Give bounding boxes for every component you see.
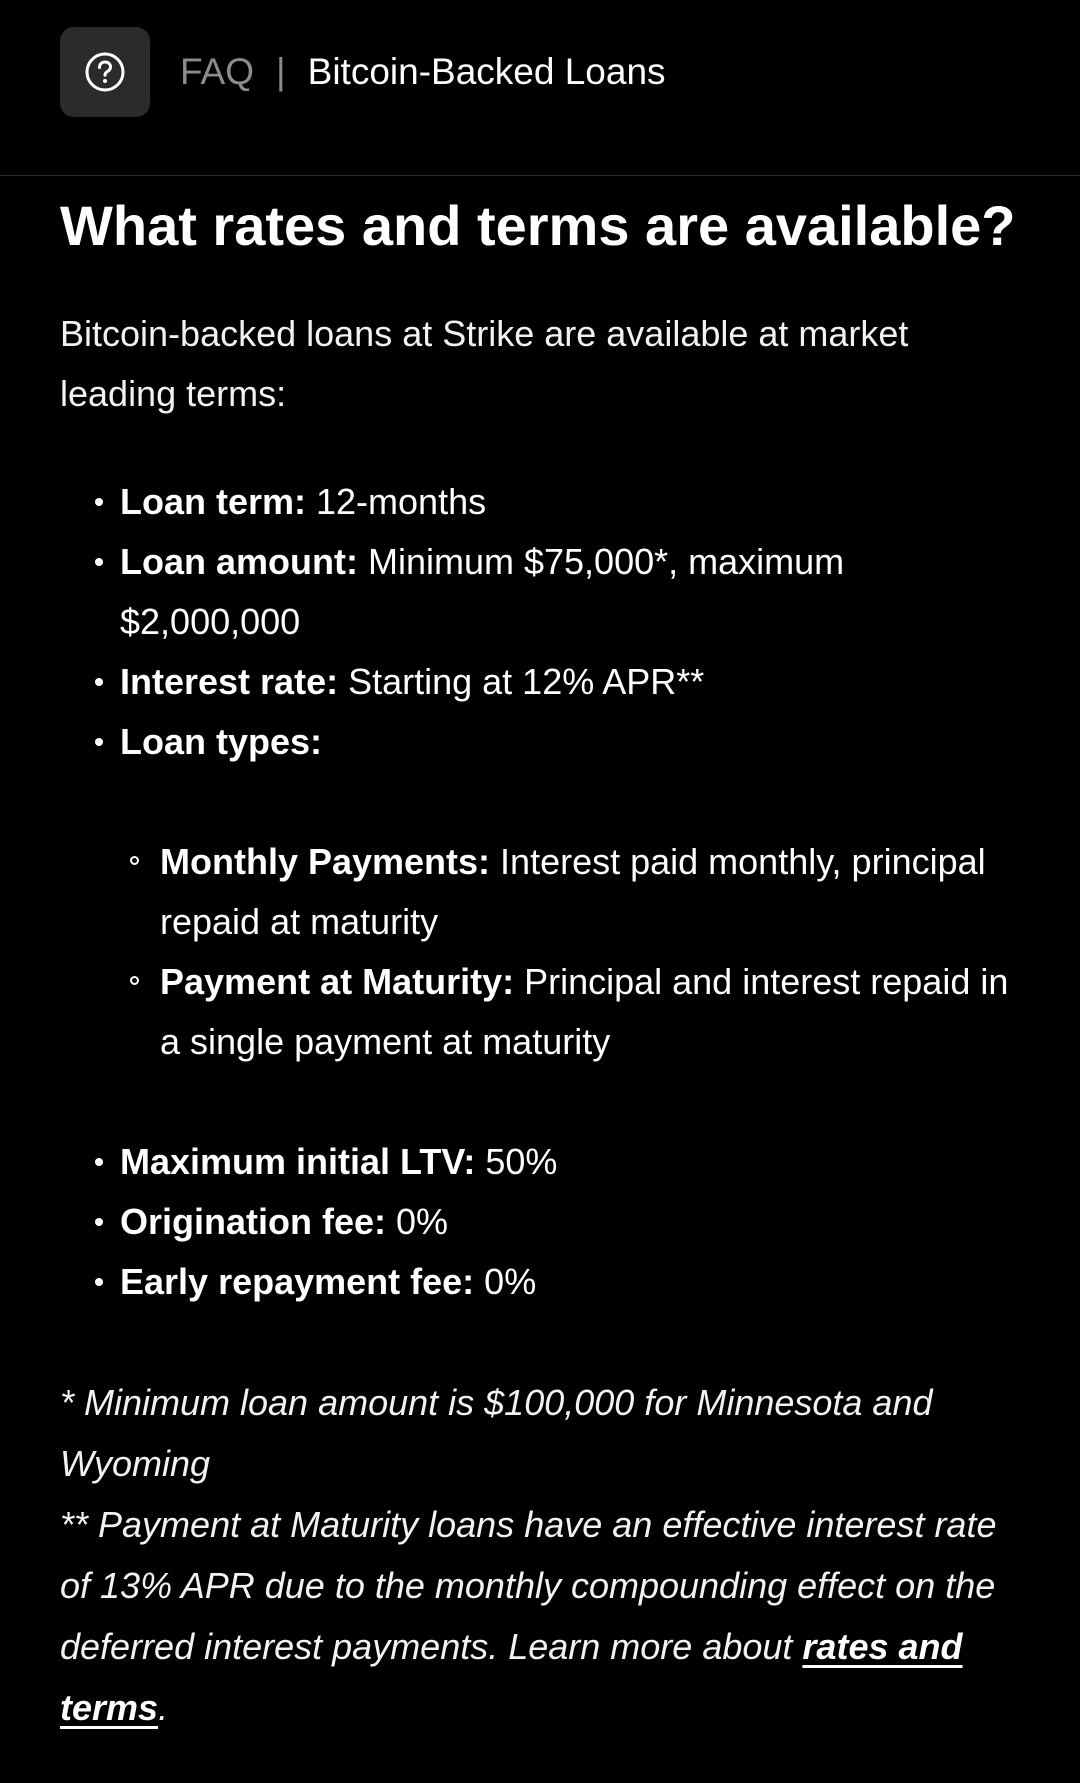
footnote-minimum-amount: * Minimum loan amount is $100,000 for Minnesota and Wyoming <box>60 1381 933 1484</box>
breadcrumb <box>180 51 666 93</box>
loan-type-label: Payment at Maturity: <box>160 960 515 1002</box>
term-value: 12-months <box>306 480 487 522</box>
terms-list <box>60 472 1020 1312</box>
loan-type-label: Monthly Payments: <box>160 840 491 882</box>
term-value: 0% <box>386 1200 449 1242</box>
loan-type-value: Principal and interest repaid in a single payment at maturity <box>160 960 1009 1062</box>
list-item <box>120 532 1020 652</box>
term-label: Loan term: <box>120 480 307 522</box>
term-label: Origination fee: <box>120 1200 387 1242</box>
help-button[interactable] <box>60 27 150 117</box>
page-title: What rates and terms are available? <box>60 194 1016 257</box>
question-circle-icon <box>84 51 126 93</box>
loan-types-list <box>120 832 1020 1072</box>
term-label: Loan amount: <box>120 540 358 582</box>
footnote-effective-rate-text: ** Payment at Maturity loans have an effective interest rate of 13% APR due to the monthly compounding effect on the deferred interest payments. Learn more about <box>60 1503 997 1667</box>
faq-article <box>0 190 1080 1738</box>
list-item <box>120 1192 1020 1252</box>
term-label: Early repayment fee: <box>120 1260 475 1302</box>
breadcrumb-faq-link[interactable]: FAQ <box>180 50 255 92</box>
list-item <box>160 952 1020 1072</box>
term-value: Starting at 12% APR** <box>338 660 705 702</box>
intro-text: Bitcoin-backed loans at Strike are available at market leading terms: <box>60 312 909 414</box>
term-label: Interest rate: <box>120 660 339 702</box>
footnote-period: . <box>158 1686 169 1728</box>
list-item <box>120 712 1020 1072</box>
page-header <box>0 0 1080 176</box>
list-item <box>120 1252 1020 1312</box>
loan-type-value: Interest paid monthly, principal repaid at maturity <box>160 840 986 942</box>
footnotes <box>60 1372 1020 1738</box>
list-item <box>120 1132 1020 1192</box>
breadcrumb-current: Bitcoin-Backed Loans <box>307 50 666 92</box>
rates-and-terms-link[interactable]: rates and terms <box>60 1625 963 1728</box>
term-label: Maximum initial LTV: <box>120 1140 476 1182</box>
list-item <box>120 472 1020 532</box>
breadcrumb-separator: | <box>276 50 286 92</box>
footnote-effective-rate <box>60 1494 1020 1738</box>
list-item <box>120 652 1020 712</box>
list-item <box>160 832 1020 952</box>
term-label: Loan types: <box>120 720 323 762</box>
term-value: 0% <box>474 1260 537 1302</box>
term-value: 50% <box>475 1140 558 1182</box>
term-value: Minimum $75,000*, maximum $2,000,000 <box>120 540 845 642</box>
